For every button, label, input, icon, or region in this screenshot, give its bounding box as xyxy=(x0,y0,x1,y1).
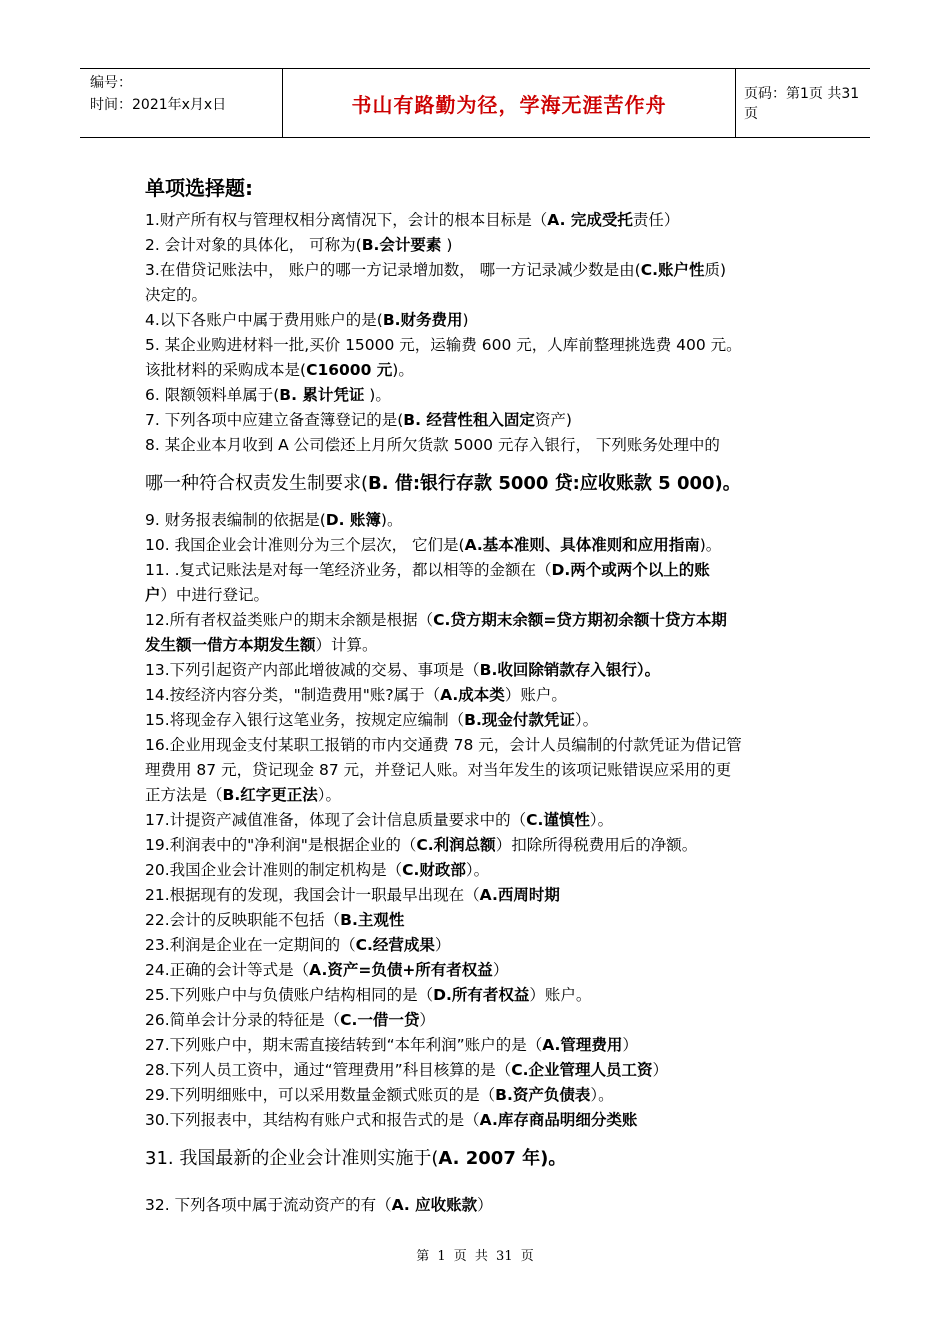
answer-text: A.成本类 xyxy=(440,686,505,704)
question-text: 21.根据现有的发现，我国会计一职最早出现在（ xyxy=(145,886,480,904)
question-line xyxy=(145,1108,637,1132)
answer-text: B.会计要素 xyxy=(361,236,442,254)
question-line xyxy=(145,1193,493,1217)
question-suffix: ）。 xyxy=(589,811,614,829)
header-motto: 书山有路勤为径，学海无涯苦作舟 xyxy=(283,69,736,137)
question-line xyxy=(145,408,572,432)
question-suffix: ) xyxy=(462,311,469,329)
page-header xyxy=(80,68,870,138)
question-line xyxy=(145,983,591,1007)
question-suffix: )。 xyxy=(699,536,722,554)
question-text: 27.下列账户中，期末需直接结转到“本年利润”账户的是（ xyxy=(145,1036,543,1054)
question-line xyxy=(145,833,697,857)
question-line xyxy=(145,433,720,457)
answer-text: C.账户性 xyxy=(640,261,705,279)
question-line xyxy=(145,633,378,657)
question-suffix: ） xyxy=(492,961,509,979)
answer-text: A.西周时期 xyxy=(479,886,560,904)
answer-text: B.现金付款凭证 xyxy=(464,711,575,729)
answer-text: B. 借:银行存款 5000 贷:应收账款 5 000)。 xyxy=(368,473,741,494)
answer-text: A. 完成受托 xyxy=(547,211,633,229)
question-suffix: ）扣除所得税费用后的净额。 xyxy=(495,836,698,854)
question-suffix: ） xyxy=(434,936,451,954)
question-suffix: 资产) xyxy=(534,411,572,429)
answer-text: C.企业管理人员工资 xyxy=(511,1061,653,1079)
question-suffix: ） xyxy=(622,1036,638,1054)
question-text: 31. 我国最新的企业会计准则实施于( xyxy=(145,1148,439,1169)
document-date: 时间：2021年x月x日 xyxy=(90,97,227,113)
question-line xyxy=(145,883,560,907)
question-suffix: ）。 xyxy=(465,861,490,879)
question-line xyxy=(145,758,731,782)
answer-text: B.收回除销款存入银行）。 xyxy=(479,661,661,679)
question-line xyxy=(145,958,508,982)
question-line xyxy=(145,333,742,357)
question-line xyxy=(145,733,742,757)
question-text: 17.计提资产减值准备，体现了会计信息质量要求中的（ xyxy=(145,811,527,829)
question-text: 23.利润是企业在一定期间的（ xyxy=(145,936,356,954)
answer-text: A. 2007 年)。 xyxy=(438,1148,567,1169)
question-suffix: 责任） xyxy=(632,211,680,229)
document-number-label: 编号： xyxy=(90,75,132,91)
question-text: 16.企业用现金支付某职工报销的市内交通费 78 元，会计人员编制的付款凭证为借记管 xyxy=(145,736,742,754)
answer-text: D.所有者权益 xyxy=(433,986,530,1004)
answer-text: A. 应收账款 xyxy=(391,1196,478,1214)
answer-text: C16000 元 xyxy=(306,361,393,379)
answer-text: A.资产=负债+所有者权益 xyxy=(309,961,493,979)
question-suffix: )。 xyxy=(364,386,391,404)
question-text: 28.下列人员工资中，通过“管理费用”科目核算的是（ xyxy=(145,1061,512,1079)
question-line xyxy=(145,1008,435,1032)
question-line xyxy=(145,533,721,557)
question-suffix: ） xyxy=(477,1196,493,1214)
answer-text: C.财政部 xyxy=(402,861,466,879)
answer-text: A.基本准则、具体准则和应用指南 xyxy=(464,536,700,554)
question-text: 24.正确的会计等式是（ xyxy=(145,961,310,979)
question-text: 9. 财务报表编制的依据是( xyxy=(145,511,326,529)
answer-text: A.库存商品明细分类账 xyxy=(479,1111,638,1129)
question-text: 32. 下列各项中属于流动资产的有（ xyxy=(145,1196,392,1214)
question-line xyxy=(145,308,469,332)
question-text: 决定的。 xyxy=(145,286,208,304)
question-line xyxy=(145,1083,614,1107)
answer-text: C.经营成果 xyxy=(355,936,435,954)
question-line xyxy=(145,358,414,382)
answer-text: A.管理费用 xyxy=(542,1036,623,1054)
answer-text: B.资产负债表 xyxy=(495,1086,591,1104)
section-title: 单项选择题: xyxy=(145,176,253,200)
question-text: 25.下列账户中与负债账户结构相同的是（ xyxy=(145,986,434,1004)
question-suffix: ）中进行登记。 xyxy=(160,586,270,604)
question-text: 5. 某企业购进材料一批,买价 15000 元，运输费 600 元，人库前整理挑选费 400 元。 xyxy=(145,336,742,354)
answer-text: D. 账簿 xyxy=(325,511,381,529)
question-text: 13.下列引起资产内部此增彼减的交易、事项是（ xyxy=(145,661,480,679)
question-text: 1.财产所有权与管理权相分离情况下，会计的根本目标是（ xyxy=(145,211,548,229)
answer-text: B. 累计凭证 xyxy=(279,386,365,404)
question-line xyxy=(145,1058,668,1082)
question-text: 20.我国企业会计准则的制定机构是（ xyxy=(145,861,403,879)
question-suffix: )。 xyxy=(392,361,414,379)
question-text: 22.会计的反映职能不包括（ xyxy=(145,911,341,929)
question-text: 6. 限额领料单属于( xyxy=(145,386,280,404)
answer-text: B.主观性 xyxy=(340,911,405,929)
question-line xyxy=(145,558,710,582)
answer-text: C.谨慎性 xyxy=(526,811,590,829)
question-line xyxy=(145,283,207,307)
question-text: 该批材料的采购成本是( xyxy=(145,361,307,379)
answer-text: B.财务费用 xyxy=(382,311,463,329)
question-suffix: ）。 xyxy=(317,786,341,804)
question-line xyxy=(145,233,452,257)
question-text: 4.以下各账户中属于费用账户的是( xyxy=(145,311,383,329)
question-text: 10. 我国企业会计准则分为三个层次， 它们是( xyxy=(145,536,465,554)
question-text: 12.所有者权益类账户的期末余额是根据（ xyxy=(145,611,434,629)
question-suffix: ）账户。 xyxy=(529,986,592,1004)
header-meta xyxy=(80,69,283,137)
answer-text: 发生额一借方本期发生额 xyxy=(145,636,316,654)
answer-text: C.利润总额 xyxy=(416,836,496,854)
question-line xyxy=(145,808,613,832)
question-line xyxy=(145,933,450,957)
question-text: 19.利润表中的"净利润"是根据企业的（ xyxy=(145,836,417,854)
question-line xyxy=(145,658,660,682)
question-text: 8. 某企业本月收到 A 公司偿还上月所欠货款 5000 元存入银行， 下列账务处理中的 xyxy=(145,436,720,454)
question-suffix: ） xyxy=(419,1011,435,1029)
question-line xyxy=(145,508,402,532)
question-suffix: ）计算。 xyxy=(315,636,378,654)
question-text: 29.下列明细账中，可以采用数量金额式账页的是（ xyxy=(145,1086,496,1104)
question-text: 3.在借贷记账法中， 账户的哪一方记录增加数， 哪一方记录减少数是由( xyxy=(145,261,641,279)
question-line xyxy=(145,708,598,732)
answer-text: B.红字更正法 xyxy=(222,786,318,804)
page-footer: 第 1 页 共 31 页 xyxy=(416,1249,534,1264)
answer-text: 户 xyxy=(145,586,161,604)
question-line xyxy=(145,472,741,496)
question-line xyxy=(145,683,567,707)
question-text: 26.简单会计分录的特征是（ xyxy=(145,1011,341,1029)
question-suffix: ） xyxy=(652,1061,668,1079)
question-suffix: ) xyxy=(441,236,453,254)
question-suffix: ）。 xyxy=(574,711,599,729)
question-text: 哪一种符合权责发生制要求( xyxy=(145,473,369,494)
question-suffix: )。 xyxy=(380,511,403,529)
question-line xyxy=(145,1147,566,1171)
question-text: 11. .复式记账法是对每一笔经济业务，都以相等的金额在（ xyxy=(145,561,552,579)
question-line xyxy=(145,208,679,232)
question-line xyxy=(145,383,391,407)
header-page-info: 页码：第1页 共31页 xyxy=(744,86,860,122)
question-text: 15.将现金存入银行这笔业务，按规定应编制（ xyxy=(145,711,465,729)
question-line xyxy=(145,858,489,882)
question-text: 正方法是（ xyxy=(145,786,223,804)
question-line xyxy=(145,783,341,807)
answer-text: B. 经营性租入固定 xyxy=(403,411,535,429)
question-line xyxy=(145,608,727,632)
question-line xyxy=(145,1033,638,1057)
question-line xyxy=(145,258,726,282)
question-text: 2. 会计对象的具体化， 可称为( xyxy=(145,236,362,254)
question-suffix: ）。 xyxy=(590,1086,614,1104)
answer-text: D.两个或两个以上的账 xyxy=(551,561,710,579)
question-suffix: ）账户。 xyxy=(504,686,567,704)
answer-text: C.一借一贷 xyxy=(340,1011,420,1029)
question-suffix: 质) xyxy=(704,261,727,279)
question-text: 7. 下列各项中应建立备查簿登记的是( xyxy=(145,411,404,429)
question-text: 30.下列报表中，其结构有账户式和报告式的是（ xyxy=(145,1111,480,1129)
answer-text: C.贷方期末余额=贷方期初余额十贷方本期 xyxy=(433,611,727,629)
question-text: 理费用 87 元，贷记现金 87 元，并登记人账。对当年发生的该项记账错误应采用的更 xyxy=(145,761,732,779)
question-line xyxy=(145,583,269,607)
question-line xyxy=(145,908,404,932)
question-text: 14.按经济内容分类，"制造费用"账?属于（ xyxy=(145,686,441,704)
